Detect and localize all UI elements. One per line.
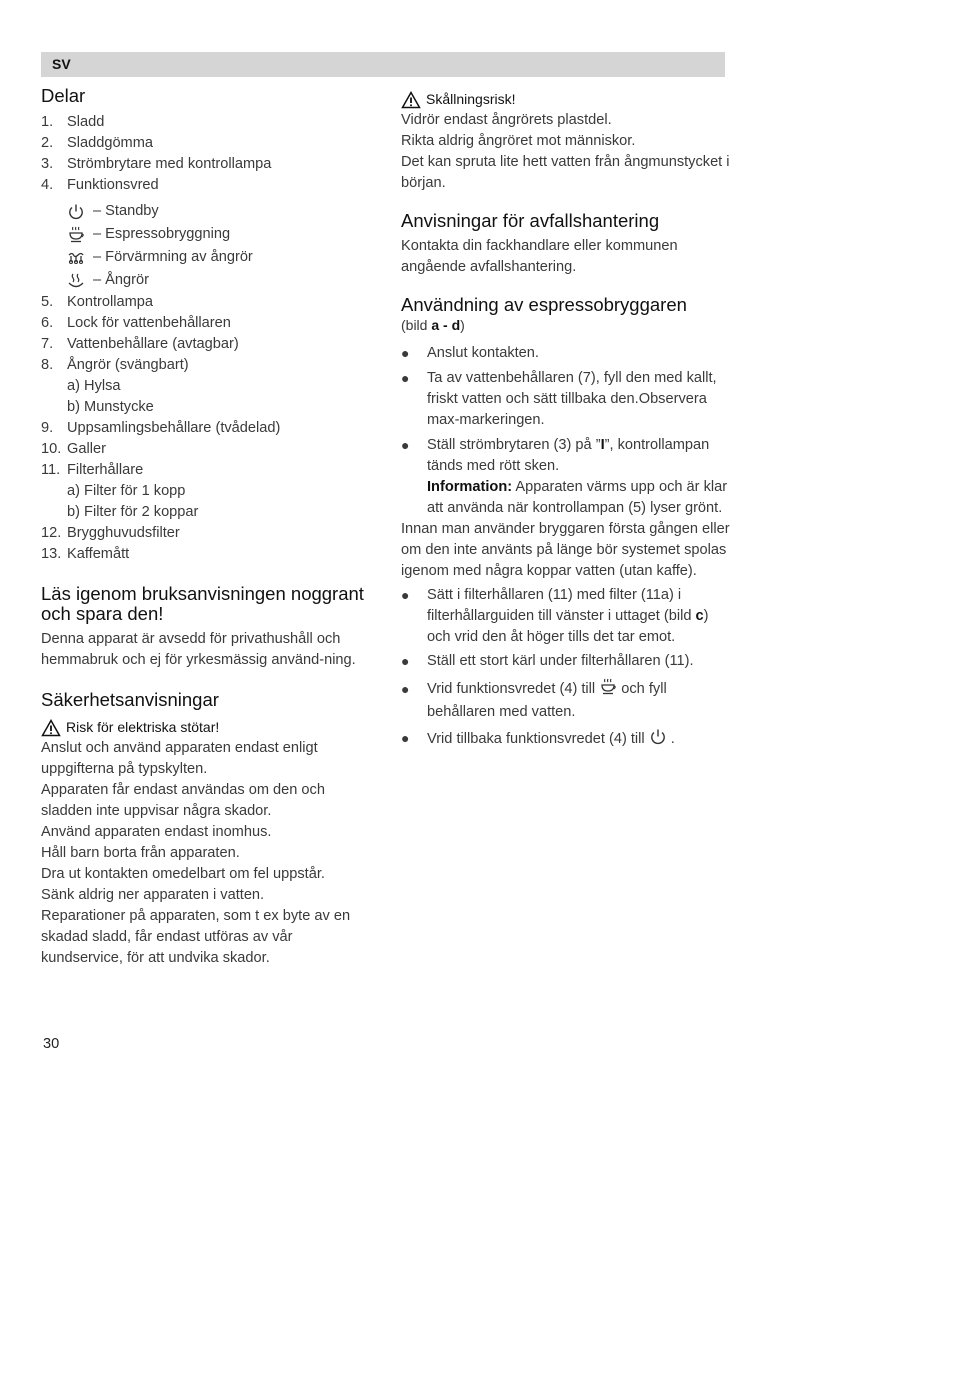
waste-heading: Anvisningar för avfallshantering: [401, 210, 660, 231]
safety-line: Håll barn borta från apparaten.: [41, 845, 240, 861]
parts-heading: Delar: [41, 85, 86, 106]
list-item: ● Ta av vattenbehållaren (7), fyll den med kallt, friskt vatten och sätt tillbaka den.Observera max-markeringen.: [401, 370, 717, 428]
list-item: ● Ställ strömbrytaren (3) på ”I”, kontrollampan tänds med rött sken. Information: Apparaten värms upp och är klar att använda när kontrollampan (5) lyser grönt.: [401, 437, 728, 516]
list-item: 11. Filterhållare: [41, 462, 144, 478]
steam-icon: [67, 272, 85, 290]
bullet: ●: [401, 345, 410, 361]
page-number: 30: [43, 1036, 60, 1052]
parts-list: [41, 112, 371, 196]
language-bar: [41, 52, 725, 77]
mode-espresso: – Espressobryggning: [41, 223, 371, 246]
list-item: 3. Strömbrytare med kontrollampa: [41, 156, 272, 172]
list-item: 1. Sladd: [41, 114, 105, 130]
safety-heading: Säkerhetsanvisningar: [41, 689, 219, 710]
list-item: ● Sätt i filterhållaren (11) med filter (11a) i filterhållarguiden till vänster i uttaget (bild c) och vrid den åt höger tills det tar emot.: [401, 587, 709, 645]
list-item: ● Anslut kontakten.: [401, 343, 731, 364]
espresso-cup-icon: [599, 678, 617, 696]
bullet: ●: [401, 681, 410, 697]
scald-line: Det kan spruta lite hett vatten från ångmunstycket i början.: [401, 154, 730, 191]
scald-line: Vidrör endast ångrörets plastdel.: [401, 112, 612, 128]
bullet: ●: [401, 370, 410, 386]
safety-line: Apparaten får endast användas om den och sladden inte uppvisar några skador.: [41, 782, 325, 819]
list-item: 2. Sladdgömma: [41, 135, 153, 151]
list-item: 8. Ångrör (svängbart): [41, 357, 189, 373]
usage-figure-ref: (bild a - d): [401, 317, 465, 333]
bullet: ●: [401, 730, 410, 746]
list-item: b) Munstycke: [67, 399, 154, 415]
waste-text: Kontakta din fackhandlare eller kommunen angående avfallshantering.: [401, 238, 678, 275]
warning-icon: [41, 719, 61, 737]
read-instructions-heading: Läs igenom bruksanvisningen noggrant och spara den!: [41, 583, 364, 624]
function-modes: [41, 200, 371, 292]
safety-line: Använd apparaten endast inomhus.: [41, 824, 272, 840]
read-instructions-text: Denna apparat är avsedd för privathushåll och hemmabruk och ej för yrkesmässig använd-ning.: [41, 631, 356, 668]
espresso-cup-icon: [67, 226, 85, 244]
bullet: ●: [401, 437, 410, 453]
shock-warning: Risk för elektriska stötar!: [41, 717, 371, 738]
safety-line: Sänk aldrig ner apparaten i vatten.: [41, 887, 265, 903]
warning-icon: [401, 91, 421, 109]
language-code: SV: [52, 56, 71, 72]
mode-standby: – Standby: [41, 200, 371, 223]
list-item: 4. Funktionsvred: [41, 177, 159, 193]
list-item: 6. Lock för vattenbehållaren: [41, 315, 231, 331]
left-column: [41, 86, 371, 969]
safety-line: Reparationer på apparaten, som t ex byte av en skadad sladd, får endast utföras av vår kundservice, för att undvika skador.: [41, 908, 351, 966]
usage-heading: Användning av espressobryggaren: [401, 294, 687, 315]
list-item: a) Filter för 1 kopp: [67, 483, 186, 499]
list-item: ● Ställ ett stort kärl under filterhållaren (11).: [401, 651, 731, 672]
bullet: ●: [401, 653, 410, 669]
safety-line: Dra ut kontakten omedelbart om fel uppstår.: [41, 866, 325, 882]
bullet: ●: [401, 587, 410, 603]
list-item: 5. Kontrollampa: [41, 294, 153, 310]
list-item: a) Hylsa: [67, 378, 121, 394]
scald-warning: Skållningsrisk!: [401, 89, 731, 110]
safety-line: Anslut och använd apparaten endast enligt uppgifterna på typskylten.: [41, 740, 318, 777]
right-column: [401, 86, 731, 750]
list-item: 12. Brygghuvudsfilter: [41, 525, 180, 541]
preheat-icon: [67, 249, 85, 267]
mode-preheat: – Förvärmning av ångrör: [41, 246, 371, 269]
list-item: 9. Uppsamlingsbehållare (tvådelad): [41, 420, 281, 436]
power-icon: [649, 728, 667, 746]
power-icon: [67, 203, 85, 221]
usage-steps: [401, 343, 731, 519]
list-item: ● Vrid funktionsvredet (4) till och fyll behållaren med vatten.: [401, 678, 731, 724]
parts-list-continued: [41, 292, 371, 565]
list-item: 10. Galler: [41, 441, 106, 457]
usage-steps-continued: [401, 585, 731, 750]
mode-steam: – Ångrör: [41, 269, 371, 292]
list-item: 7. Vattenbehållare (avtagbar): [41, 336, 239, 352]
scald-line: Rikta aldrig ångröret mot människor.: [401, 133, 636, 149]
list-item: 13. Kaffemått: [41, 546, 130, 562]
list-item: ● Vrid tillbaka funktionsvredet (4) till .: [401, 730, 675, 747]
rinse-text: Innan man använder bryggaren första gången eller om den inte använts på länge bör systemet spolas igenom med några koppar vatten (utan kaffe).: [401, 521, 730, 579]
list-item: b) Filter för 2 koppar: [67, 504, 199, 520]
